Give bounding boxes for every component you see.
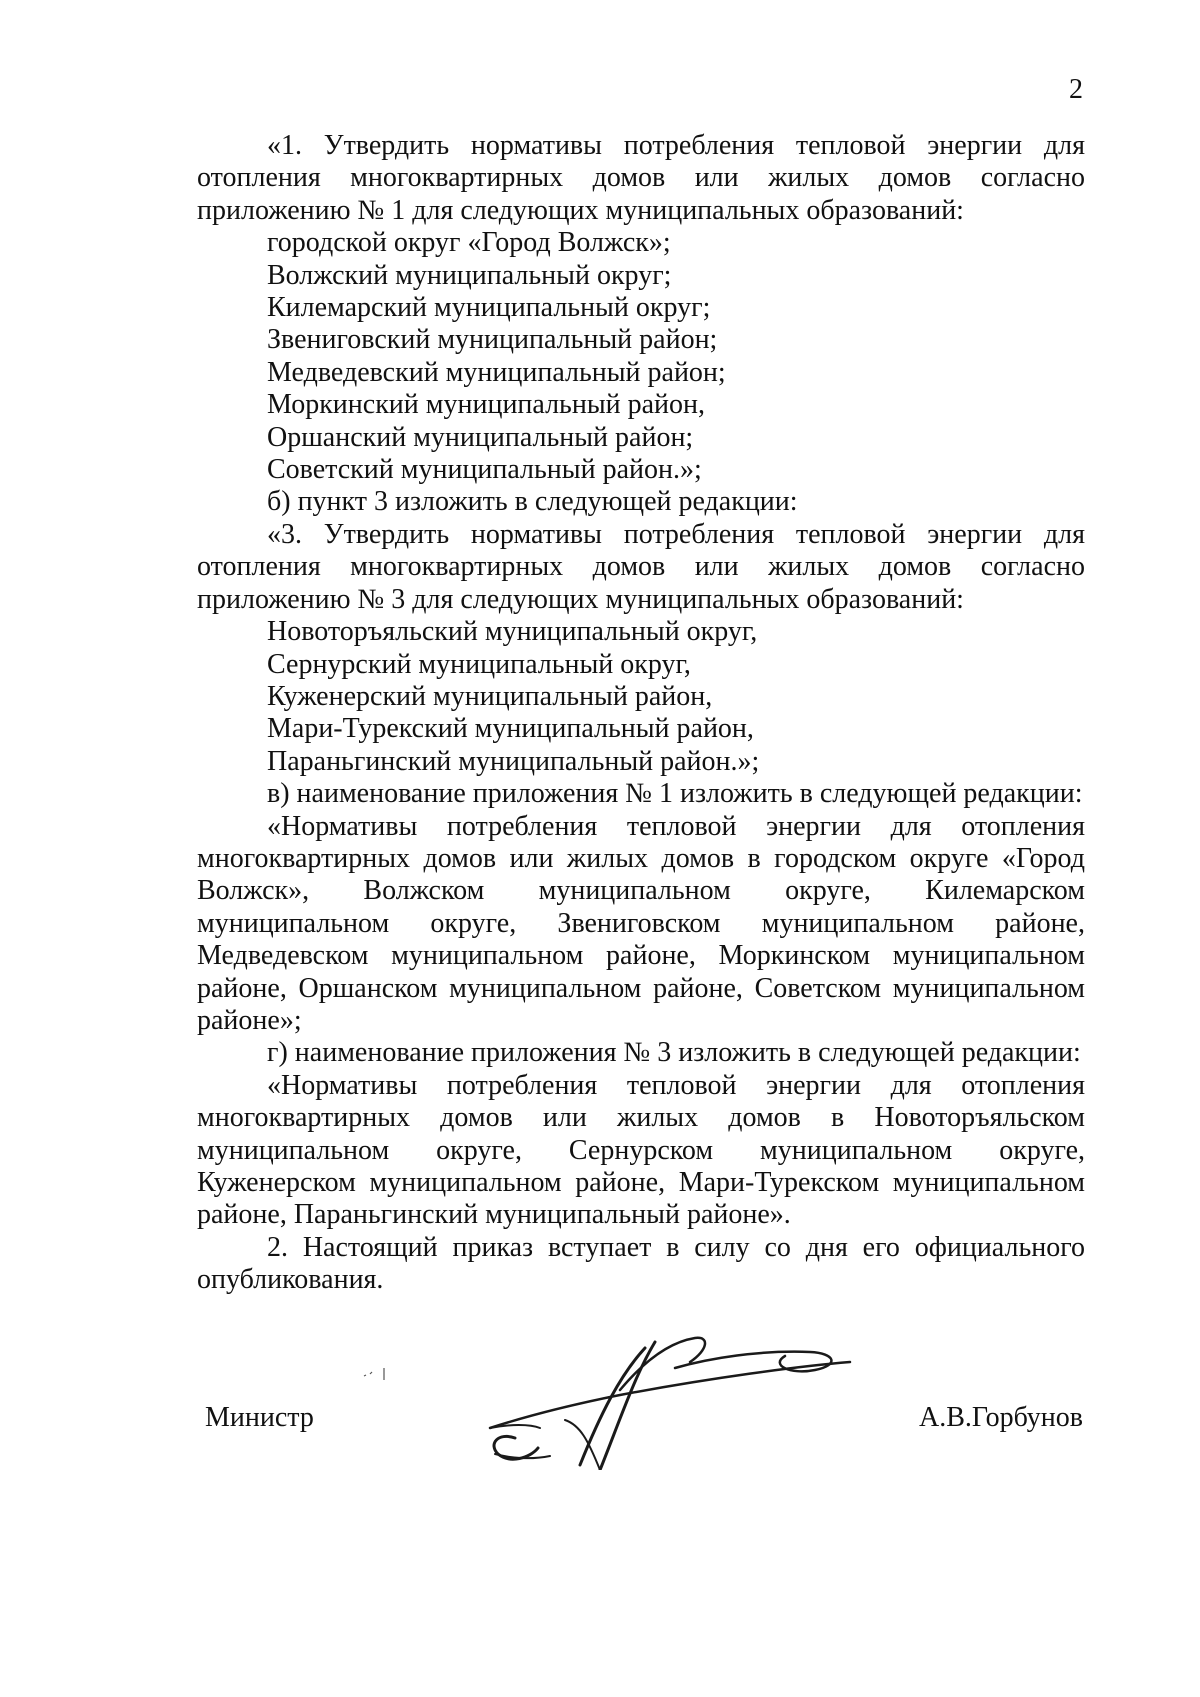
list-line: Мари-Турекский муниципальный район, [267,713,754,745]
list-line: Килемарский муниципальный округ; [267,292,711,324]
list-line: Советский муниципальный район.»; [267,454,702,486]
signer-role: Министр [205,1402,314,1433]
body-paragraph: «Нормативы потребления тепловой энергии для отопления многоквартирных домов или жилых домов в Новоторъяльском муниципальном округе, Сернурском муниципальном округе, Куженерском муниципальном районе, Мари-Турекском муниципальном районе, Параньгинский муниципальный районе». [197,1069,1085,1231]
signature-block [0,1320,1200,1470]
handwritten-signature [470,1320,930,1470]
body-paragraph: 2. Настоящий приказ вступает в силу со дня его официального опубликования. [197,1231,1085,1296]
list-line: г) наименование приложения № 3 изложить в следующей редакции: [267,1037,1081,1069]
list-line: Оршанский муниципальный район; [267,421,694,453]
list-line: Звениговский муниципальный район; [267,324,718,356]
signer-name: А.В.Горбунов [918,1402,1083,1433]
scan-speck-mark [360,1362,400,1382]
list-line: Сернурский муниципальный округ, [267,648,691,680]
list-line: Параньгинский муниципальный район.»; [267,745,760,777]
list-line: Моркинский муниципальный район, [267,389,706,421]
page-number: 2 [1069,74,1083,105]
list-line: в) наименование приложения № 1 изложить в следующей редакции: [267,778,1083,810]
document-body [197,130,1085,1297]
list-line: Медведевский муниципальный район; [267,356,726,388]
body-paragraph: «3. Утвердить нормативы потребления тепловой энергии для отопления многоквартирных домов или жилых домов согласно приложению № 3 для следующих муниципальных образований: [197,518,1085,615]
body-paragraph: «Нормативы потребления тепловой энергии для отопления многоквартирных домов или жилых домов в городском округе «Город Волжск», Волжском муниципальном округе, Килемарском муниципальном округе, Звениговском муниципальном районе, Медведевском муниципальном районе, Моркинском муниципальном районе, Оршанском муниципальном районе, Советском муниципальном районе»; [197,810,1085,1036]
list-line: Волжский муниципальный округ; [267,259,672,291]
list-line: Новоторъяльский муниципальный округ, [267,616,758,648]
list-line: б) пункт 3 изложить в следующей редакции: [267,486,798,518]
list-line: Куженерский муниципальный район, [267,680,713,712]
body-paragraph: «1. Утвердить нормативы потребления тепловой энергии для отопления многоквартирных домов или жилых домов согласно приложению № 1 для следующих муниципальных образований: [197,130,1085,226]
list-line: городской округ «Город Волжск»; [267,227,671,259]
